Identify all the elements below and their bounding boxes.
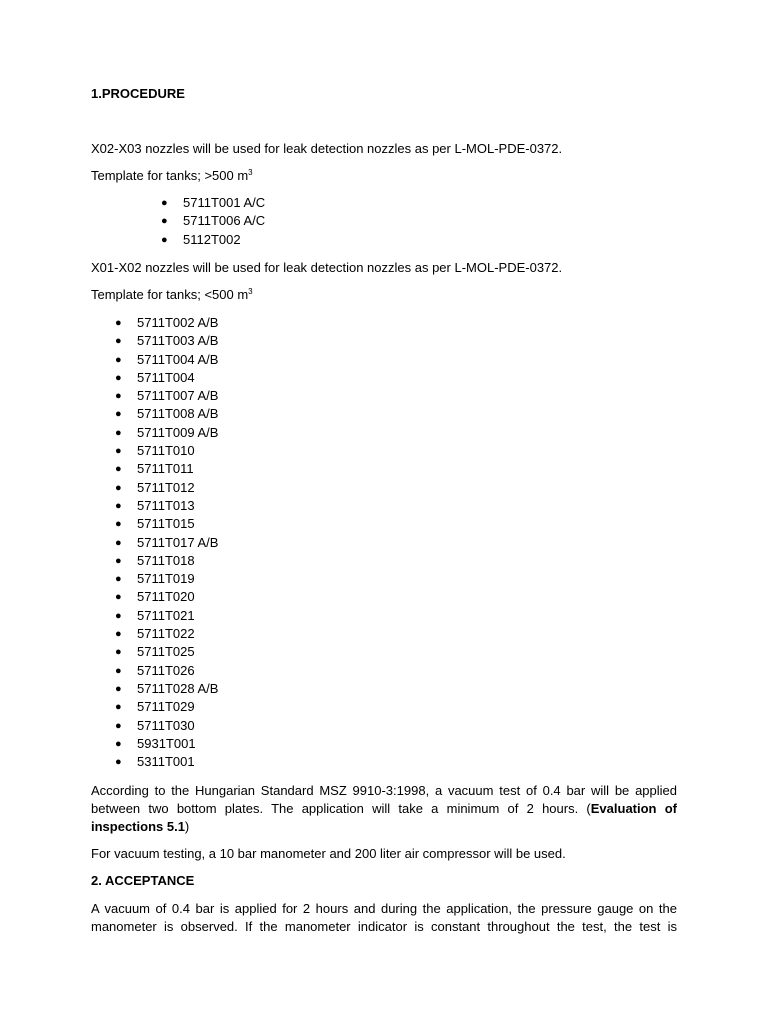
tank-id: 5931T001 xyxy=(137,735,196,751)
bullet-icon: ● xyxy=(161,197,168,209)
list-item xyxy=(115,717,218,735)
list-item xyxy=(115,332,219,350)
bullet-icon: ● xyxy=(161,233,168,246)
bullet-icon: ● xyxy=(115,408,122,421)
tank-id: 5711T004 A/B xyxy=(137,351,219,367)
acceptance-heading: 2. ACCEPTANCE xyxy=(91,873,195,888)
standard-text: According to the Hungarian Standard MSZ 9910-3:1998, a vacuum test of 0.4 bar will be applied between two bottom plates. The application will take a minimum of 2 hours. ( xyxy=(91,783,677,816)
tank-id: 5311T001 xyxy=(137,754,195,770)
tank-id: 5112T002 xyxy=(183,231,241,247)
bullet-icon: ● xyxy=(115,609,122,622)
template-small-tanks xyxy=(91,286,677,304)
tank-id: 5711T025 xyxy=(137,644,195,660)
bullet-icon: ● xyxy=(115,317,122,329)
tank-id: 5711T012 xyxy=(137,479,195,495)
evaluation-reference: Evaluation of inspections 5.1 xyxy=(91,801,677,834)
list-item xyxy=(115,643,218,661)
list-item xyxy=(115,405,219,423)
nozzles-paragraph-1: X02-X03 nozzles will be used for leak detection nozzles as per L-MOL-PDE-0372. xyxy=(91,141,563,156)
bullet-icon: ● xyxy=(115,682,122,695)
list-item xyxy=(115,753,218,771)
bullet-icon: ● xyxy=(115,664,122,677)
standard-end: ) xyxy=(184,819,190,834)
nozzles-paragraph-2: X01-X02 nozzles will be used for leak detection nozzles as per L-MOL-PDE-0372. xyxy=(91,260,563,275)
list-item xyxy=(115,442,218,460)
template-large-text: Template for tanks; >500 m xyxy=(91,168,249,183)
tank-id: 5711T008 A/B xyxy=(137,406,219,422)
bullet-icon: ● xyxy=(115,573,122,586)
list-item xyxy=(115,680,219,698)
list-item xyxy=(115,369,218,387)
acceptance-paragraph: A vacuum of 0.4 bar is applied for 2 hours and during the application, the pressure gauge on the manometer is observed. If the manometer indicator is constant throughout the test, the test is xyxy=(91,901,677,934)
tank-id: 5711T011 xyxy=(137,461,194,477)
tank-id: 5711T010 xyxy=(137,443,195,459)
list-item xyxy=(115,698,218,716)
list-item xyxy=(115,570,218,588)
bullet-icon: ● xyxy=(115,481,122,494)
tank-id: 5711T001 A/C xyxy=(183,195,266,210)
tank-id: 5711T009 A/B xyxy=(137,424,219,440)
tank-id: 5711T029 xyxy=(137,699,195,715)
list-item xyxy=(115,607,218,625)
tank-id: 5711T017 A/B xyxy=(137,534,219,550)
bullet-icon: ● xyxy=(115,426,122,439)
list-item xyxy=(115,387,219,405)
list-item xyxy=(115,662,218,680)
list-item xyxy=(115,424,219,442)
small-tanks-list xyxy=(115,314,219,771)
list-item xyxy=(115,588,218,606)
bullet-icon: ● xyxy=(115,371,122,384)
list-item xyxy=(115,479,218,497)
bullet-icon: ● xyxy=(115,756,122,769)
bullet-icon: ● xyxy=(115,554,122,567)
tank-id: 5711T018 xyxy=(137,552,195,568)
list-item xyxy=(115,351,219,369)
tank-id: 5711T019 xyxy=(137,571,195,587)
procedure-heading: 1.PROCEDURE xyxy=(91,86,185,101)
bullet-icon: ● xyxy=(115,353,122,366)
tank-id: 5711T022 xyxy=(137,626,195,642)
bullet-icon: ● xyxy=(115,335,122,348)
list-item xyxy=(115,534,219,552)
bullet-icon: ● xyxy=(115,591,122,604)
template-small-text: Template for tanks; <500 m xyxy=(91,287,249,302)
bullet-icon: ● xyxy=(115,737,122,750)
standard-paragraph xyxy=(91,782,677,836)
list-item xyxy=(115,497,218,515)
list-item xyxy=(161,194,266,212)
tank-id: 5711T028 A/B xyxy=(137,680,219,696)
bullet-icon: ● xyxy=(115,646,122,659)
list-item xyxy=(115,314,219,332)
bullet-icon: ● xyxy=(115,390,122,403)
list-item xyxy=(161,212,266,230)
tank-id: 5711T007 A/B xyxy=(137,388,219,404)
vacuum-paragraph: For vacuum testing, a 10 bar manometer and 200 liter air compressor will be used. xyxy=(91,846,566,861)
bullet-icon: ● xyxy=(161,215,168,228)
tank-id: 5711T004 xyxy=(137,369,195,385)
bullet-icon: ● xyxy=(115,536,122,549)
list-item xyxy=(161,231,265,249)
template-large-superscript: 3 xyxy=(248,168,253,177)
template-large-tanks xyxy=(91,167,677,185)
list-item xyxy=(115,625,218,643)
tank-id: 5711T013 xyxy=(137,497,195,513)
tank-id: 5711T030 xyxy=(137,717,195,733)
bullet-icon: ● xyxy=(115,628,122,641)
tank-id: 5711T026 xyxy=(137,662,195,678)
tank-id: 5711T015 xyxy=(137,516,195,532)
tank-id: 5711T003 A/B xyxy=(137,333,219,349)
template-small-superscript: 3 xyxy=(248,287,253,296)
bullet-icon: ● xyxy=(115,701,122,714)
list-item xyxy=(115,460,218,478)
tank-id: 5711T006 A/C xyxy=(183,213,266,229)
bullet-icon: ● xyxy=(115,445,122,458)
tank-id: 5711T021 xyxy=(137,607,195,623)
tank-id: 5711T020 xyxy=(137,589,195,605)
bullet-icon: ● xyxy=(115,463,122,476)
list-item xyxy=(115,735,218,753)
large-tanks-list xyxy=(161,194,266,249)
bullet-icon: ● xyxy=(115,499,122,512)
tank-id: 5711T002 A/B xyxy=(137,315,219,330)
bullet-icon: ● xyxy=(115,518,122,531)
bullet-icon: ● xyxy=(115,719,122,732)
list-item xyxy=(115,515,218,533)
list-item xyxy=(115,552,218,570)
